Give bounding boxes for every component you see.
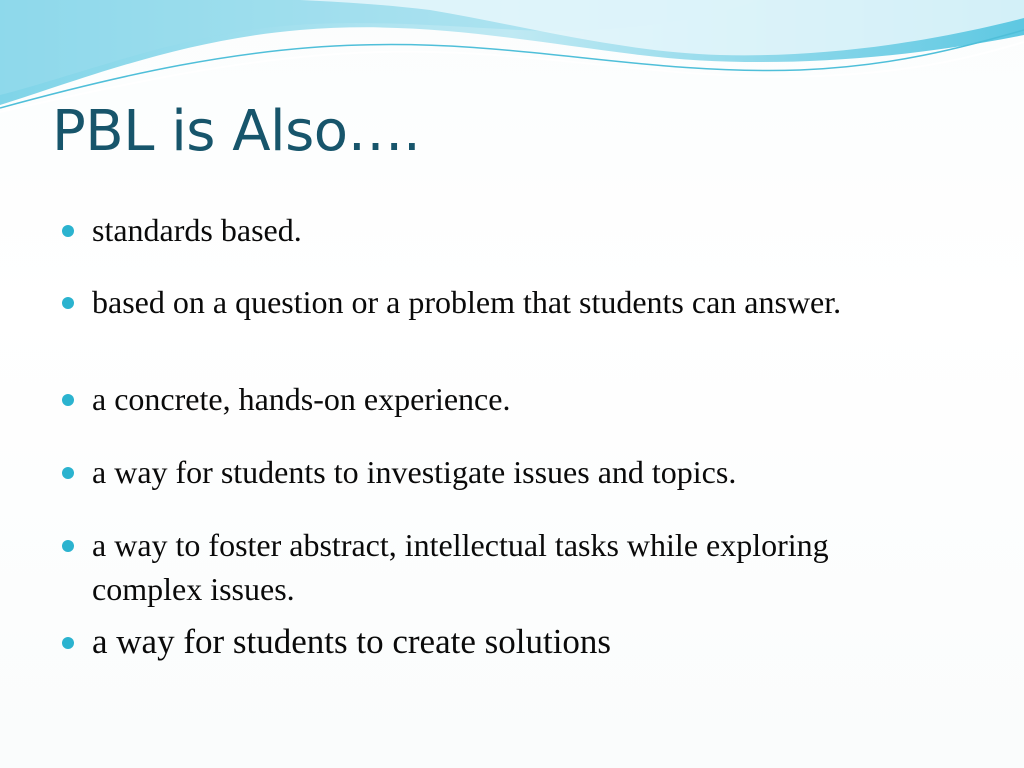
bullet-text: a way for students to investigate issues and topics. bbox=[92, 454, 737, 490]
bullet-text: a concrete, hands-on experience. bbox=[92, 381, 511, 417]
bullet-text: a way for students to create solutions bbox=[92, 622, 612, 661]
list-item bbox=[62, 377, 942, 421]
bullet-dot-icon bbox=[62, 297, 74, 309]
bullet-text: based on a question or a problem that students can answer. bbox=[92, 284, 842, 320]
list-item bbox=[62, 208, 942, 252]
bullet-text: a way to foster abstract, intellectual tasks while exploring complex issues. bbox=[92, 527, 829, 607]
list-item bbox=[62, 523, 942, 611]
bullet-dot-icon bbox=[62, 637, 74, 649]
bullet-dot-icon bbox=[62, 394, 74, 406]
bullet-dot-icon bbox=[62, 467, 74, 479]
bullet-dot-icon bbox=[62, 540, 74, 552]
slide-title: PBL is Also…. bbox=[52, 99, 421, 164]
bullet-dot-icon bbox=[62, 225, 74, 237]
list-item bbox=[62, 620, 942, 664]
list-item bbox=[62, 280, 942, 324]
list-item bbox=[62, 450, 942, 494]
bullet-text: standards based. bbox=[92, 212, 302, 248]
